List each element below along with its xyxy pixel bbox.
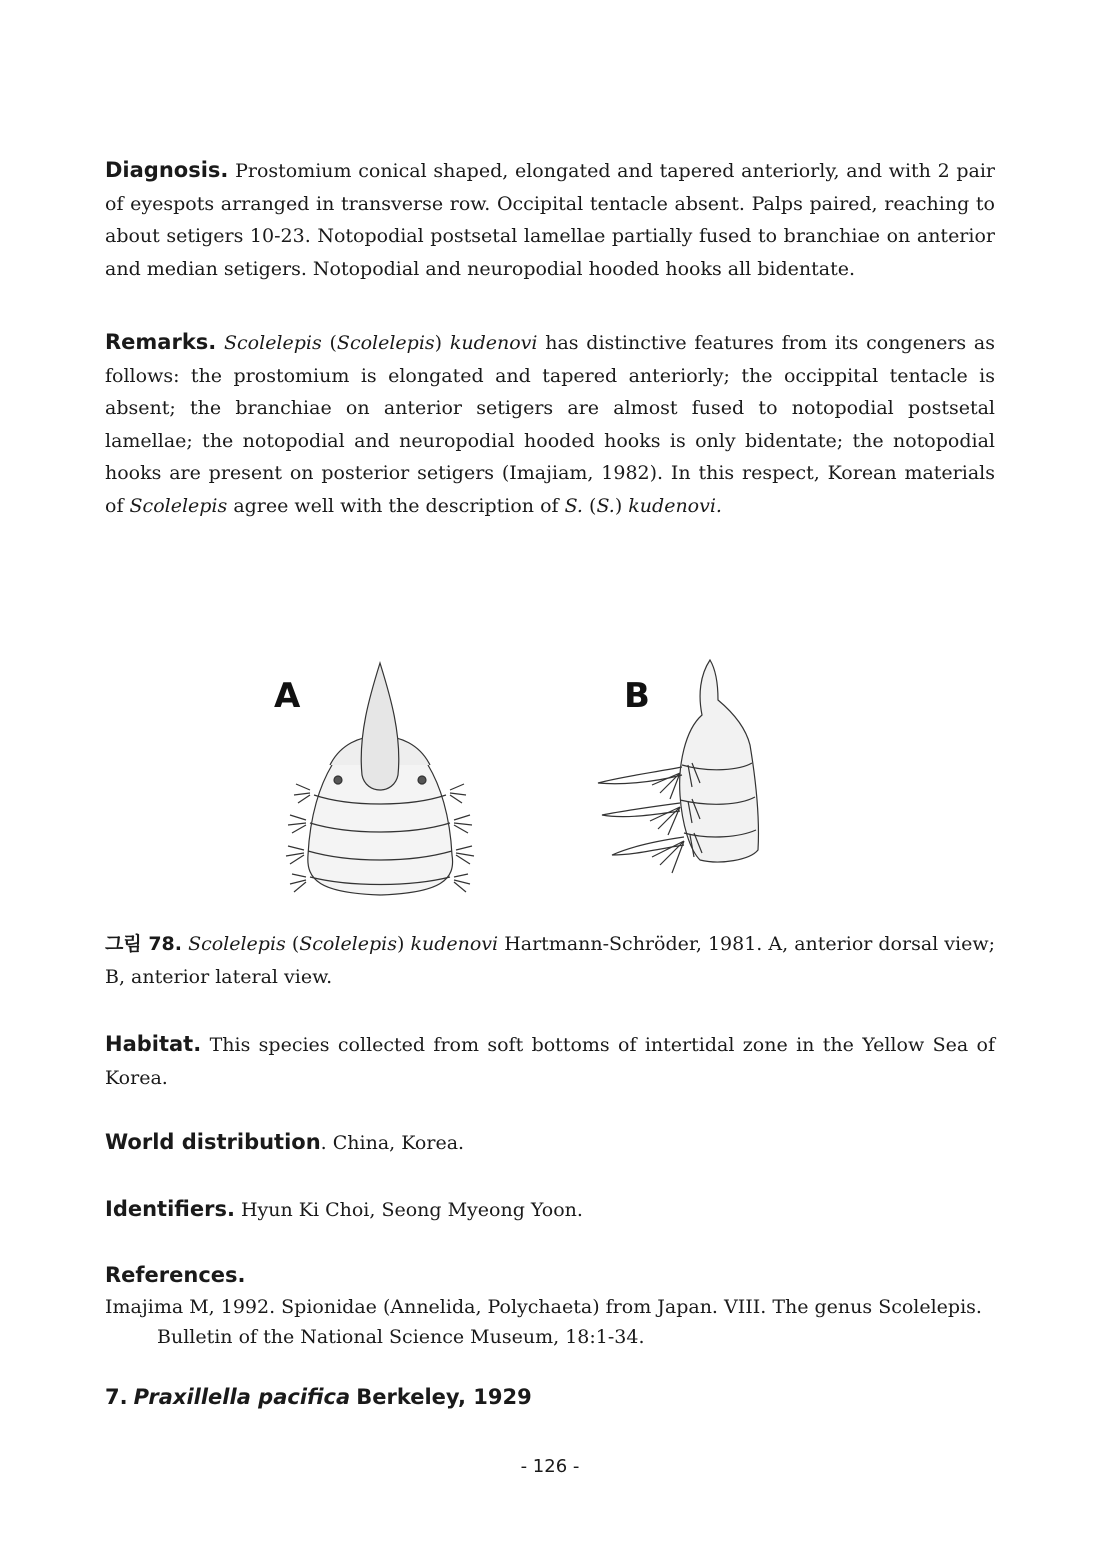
- remarks-paragraph: Remarks. Scolelepis (Scolelepis) kudenovi has distinctive features from its congeners as follows: the prostomium is elongated and tapered anteriorly; the occippital tentacle is absent; the branchiae on anterior setigers are almost fused to notopodial postsetal lamellae; the notopodial and neuropodial hooded hooks is only bidentate; the notopodial hooks are present on posterior setigers (Imajiam, 1982). In this respect, Korean materials of Scolelepis agree well with the description of S. (S.) kudenovi.: [105, 330, 996, 517]
- abbr-epithet: kudenovi.: [628, 494, 722, 517]
- remarks-heading: Remarks.: [105, 330, 217, 354]
- figure-label-b: B: [624, 676, 650, 716]
- caption-subgenus: Scolelepis: [299, 933, 397, 955]
- diagnosis-paragraph: [105, 154, 995, 285]
- abbr-genus: S.: [564, 494, 583, 517]
- references-heading-block: [105, 1259, 995, 1293]
- caption-text: Hartmann-Schröder, 1981. A, anterior dorsal view; B, anterior lateral view.: [105, 933, 996, 988]
- species-epithet: kudenovi: [449, 332, 538, 354]
- references-heading: References.: [105, 1263, 246, 1287]
- caption-epithet: kudenovi: [410, 933, 499, 955]
- caption-prefix: 그림 78.: [105, 933, 182, 955]
- remarks-genus-2: Scolelepis: [129, 494, 228, 517]
- figure-b-lateral-view: [590, 655, 770, 900]
- diagnosis-heading: Diagnosis.: [105, 158, 229, 182]
- caption-genus: Scolelepis: [188, 933, 286, 955]
- habitat-text: This species collected from soft bottoms of intertidal zone in the Yellow Sea of Korea.: [105, 1034, 995, 1089]
- diagnosis-text: Prostomium conical shaped, elongated and tapered anteriorly, and with 2 pair of eyespots arranged in transverse row. Occipital tentacle absent. Palps paired, reaching to about setigers 10-23. Notopodial postsetal lamellae partially fused to branchiae on anterior and median setigers. Notopodial and neuropodial hooded hooks all bidentate.: [105, 160, 995, 280]
- habitat-heading: Habitat.: [105, 1032, 202, 1056]
- next-species-authority: Berkeley, 1929: [356, 1385, 532, 1409]
- identifiers-paragraph: [105, 1193, 995, 1227]
- distribution-paragraph: [105, 1126, 995, 1160]
- abbr-subgenus: S.: [596, 494, 615, 517]
- page-number: - 126 -: [520, 1456, 580, 1477]
- next-species-name: Praxillella pacifica: [133, 1385, 351, 1409]
- species-genus: Scolelepis: [224, 332, 322, 354]
- next-species-number: 7.: [105, 1385, 128, 1409]
- distribution-heading: World distribution: [105, 1130, 321, 1154]
- identifiers-heading: Identifiers.: [105, 1197, 235, 1221]
- figure-a-dorsal-view: [280, 655, 480, 900]
- remarks-text-2: agree well with the description of: [233, 494, 559, 517]
- reference-entry: [105, 1292, 995, 1352]
- remarks-text-1: has distinctive features from its congeners as follows: the prostomium is elongated and tapered anteriorly; the occippital tentacle is absent; the branchiae on anterior setigers are almost fused to notopodial postsetal lamellae; the notopodial and neuropodial hooded hooks is only bidentate; the notopodial hooks are present on posterior setigers (Imajiam, 1982). In this respect, Korean materials of: [105, 332, 996, 517]
- next-species-heading: [105, 1381, 995, 1415]
- species-subgenus: Scolelepis: [336, 332, 435, 354]
- habitat-paragraph: [105, 1028, 995, 1094]
- figure-caption: 그림 78. Scolelepis (Scolelepis) kudenovi Hartmann-Schröder, 1981. A, anterior dorsal view; B, anterior lateral view.: [105, 933, 996, 988]
- identifiers-text: Hyun Ki Choi, Seong Myeong Yoon.: [240, 1199, 583, 1221]
- reference-line-2: Bulletin of the National Science Museum, 18:1-34.: [157, 1326, 645, 1348]
- distribution-text: . China, Korea.: [320, 1132, 465, 1154]
- reference-line-1: Imajima M, 1992. Spionidae (Annelida, Polychaeta) from Japan. VIII. The genus Scolelepis.: [105, 1296, 982, 1318]
- figure-label-a: A: [274, 676, 301, 716]
